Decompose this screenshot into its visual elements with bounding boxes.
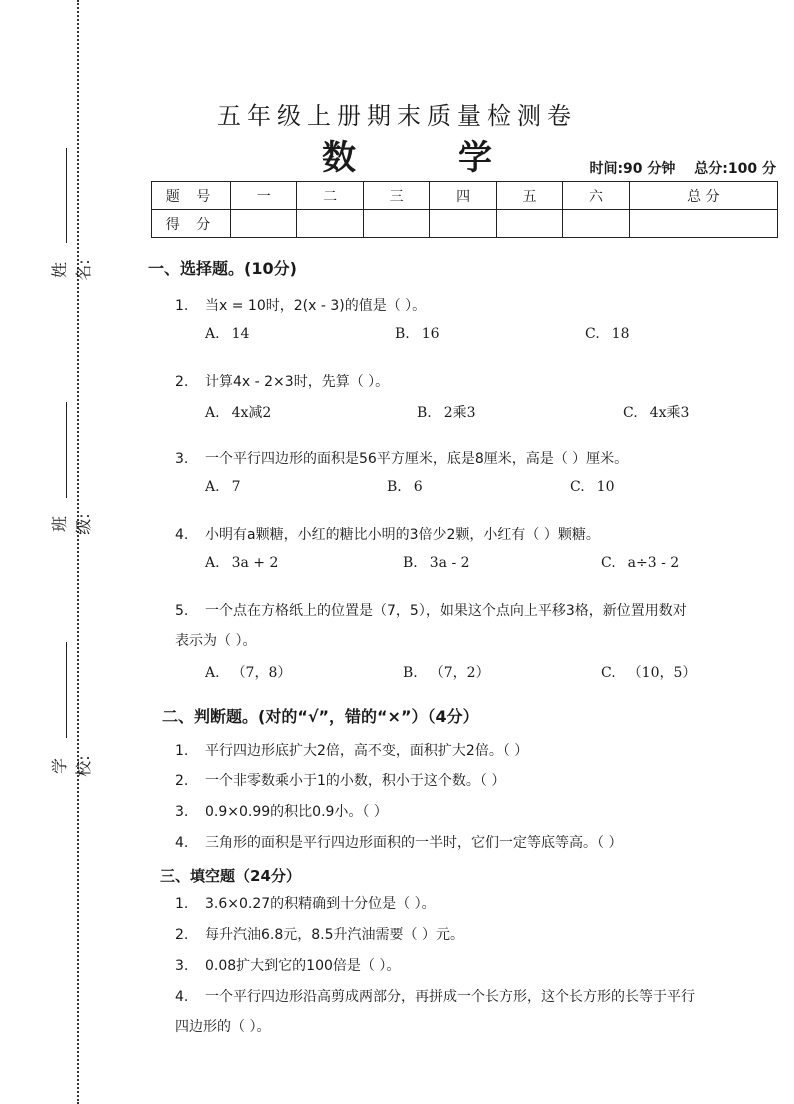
- s3-question-2: 2. 每升汽油6.8元，8.5升汽油需要（ ）元。: [175, 927, 464, 943]
- s1-q1-option-a[interactable]: A. 14: [205, 326, 250, 342]
- s1-q2-option-b[interactable]: B. 2乘3: [417, 405, 476, 421]
- header-cell-2: 二: [297, 182, 363, 210]
- class-label: 班级:: [50, 513, 93, 535]
- s3-question-3: 3. 0.08扩大到它的100倍是（ ）。: [175, 958, 401, 974]
- s1-q4-option-b[interactable]: B. 3a - 2: [403, 555, 470, 571]
- s1-q5-option-b[interactable]: B. （7，2）: [403, 665, 490, 681]
- exam-total: 总分:100 分: [694, 161, 776, 177]
- header-cell-5: 五: [496, 182, 562, 210]
- s3-question-4: 4. 一个平行四边形沿高剪成两部分，再拼成一个长方形，这个长方形的长等于平行: [175, 989, 695, 1005]
- section-3-title: 三、填空题（24分）: [160, 867, 301, 885]
- s1-q4-option-a[interactable]: A. 3a + 2: [205, 555, 279, 571]
- s2-question-1: 1. 平行四边形底扩大2倍，高不变，面积扩大2倍。（ ）: [175, 743, 529, 759]
- score-cell-3[interactable]: [363, 210, 429, 238]
- header-cell-6: 六: [563, 182, 629, 210]
- s1-question-4: 4. 小明有a颗糖，小红的糖比小明的3倍少2颗，小红有（ ）颗糖。: [175, 527, 600, 543]
- school-line: [66, 642, 67, 738]
- header-cell-1: 一: [231, 182, 297, 210]
- s1-q3-option-a[interactable]: A. 7: [205, 479, 241, 495]
- score-cell-5[interactable]: [496, 210, 562, 238]
- s1-question-5: 5. 一个点在方格纸上的位置是（7，5），如果这个点向上平移3格，新位置用数对: [175, 603, 687, 619]
- s1-q4-option-c[interactable]: C. a÷3 - 2: [601, 555, 680, 571]
- score-table-score-row: [152, 210, 778, 238]
- score-table-header-row: [152, 182, 778, 210]
- exam-time: 时间:90 分钟: [589, 161, 676, 177]
- subject-title: [322, 130, 492, 179]
- score-cell-2[interactable]: [297, 210, 363, 238]
- s1-q2-option-c[interactable]: C. 4x乘3: [623, 405, 690, 421]
- s1-q1-option-c[interactable]: C. 18: [585, 326, 630, 342]
- header-cell-4: 四: [430, 182, 496, 210]
- subject-char-2: 学: [458, 138, 492, 178]
- header-cell-total: 总 分: [629, 182, 777, 210]
- subject-char-1: 数: [322, 138, 356, 178]
- section-2-title: 二、判断题。(对的“√”，错的“×”）（4分）: [162, 707, 479, 726]
- score-cell-total[interactable]: [629, 210, 777, 238]
- s1-q3-option-b[interactable]: B. 6: [387, 479, 423, 495]
- s1-question-5-line-2: 表示为（ ）。: [175, 633, 257, 649]
- s3-question-4-line-2: 四边形的（ ）。: [175, 1019, 271, 1035]
- header-cell-3: 三: [363, 182, 429, 210]
- s3-question-1: 1. 3.6×0.27的积精确到十分位是（ ）。: [175, 896, 436, 912]
- s1-question-2: 2. 计算4x - 2×3时，先算（ ）。: [175, 374, 390, 390]
- exam-meta: [575, 158, 776, 178]
- section-1-title: 一、选择题。(10分): [148, 259, 297, 278]
- s1-q5-option-a[interactable]: A. （7，8）: [205, 665, 292, 681]
- s1-q5-option-c[interactable]: C. （10，5）: [601, 665, 697, 681]
- class-line: [66, 402, 67, 498]
- question-text: 当x = 10时，2(x - 3)的值是（ ）。: [205, 298, 427, 314]
- s2-question-4: 4. 三角形的面积是平行四边形面积的一半时，它们一定等底等高。（ ）: [175, 835, 623, 851]
- s1-q2-option-a[interactable]: A. 4x减2: [205, 405, 272, 421]
- score-cell-6[interactable]: [563, 210, 629, 238]
- s1-question-1: [175, 295, 426, 315]
- score-table: [151, 181, 778, 238]
- school-label: 学校:: [50, 755, 93, 777]
- s2-question-2: 2. 一个非零数乘小于1的小数，积小于这个数。（ ）: [175, 773, 506, 789]
- name-line: [66, 148, 67, 243]
- score-cell-1[interactable]: [231, 210, 297, 238]
- s1-q1-option-b[interactable]: B. 16: [395, 326, 440, 342]
- score-cell-4[interactable]: [430, 210, 496, 238]
- header-cell-label: 题 号: [152, 182, 231, 210]
- s1-question-3: 3. 一个平行四边形的面积是56平方厘米，底是8厘米，高是（ ）厘米。: [175, 451, 629, 467]
- s2-question-3: 3. 0.9×0.99的积比0.9小。（ ）: [175, 804, 388, 820]
- question-number: 1.: [175, 298, 189, 314]
- s1-q3-option-c[interactable]: C. 10: [570, 479, 615, 495]
- binding-margin-line: [77, 0, 79, 1104]
- score-row-label: 得 分: [152, 210, 231, 238]
- exam-title: 五年级上册期末质量检测卷: [217, 102, 577, 130]
- name-label: 姓名:: [50, 259, 93, 281]
